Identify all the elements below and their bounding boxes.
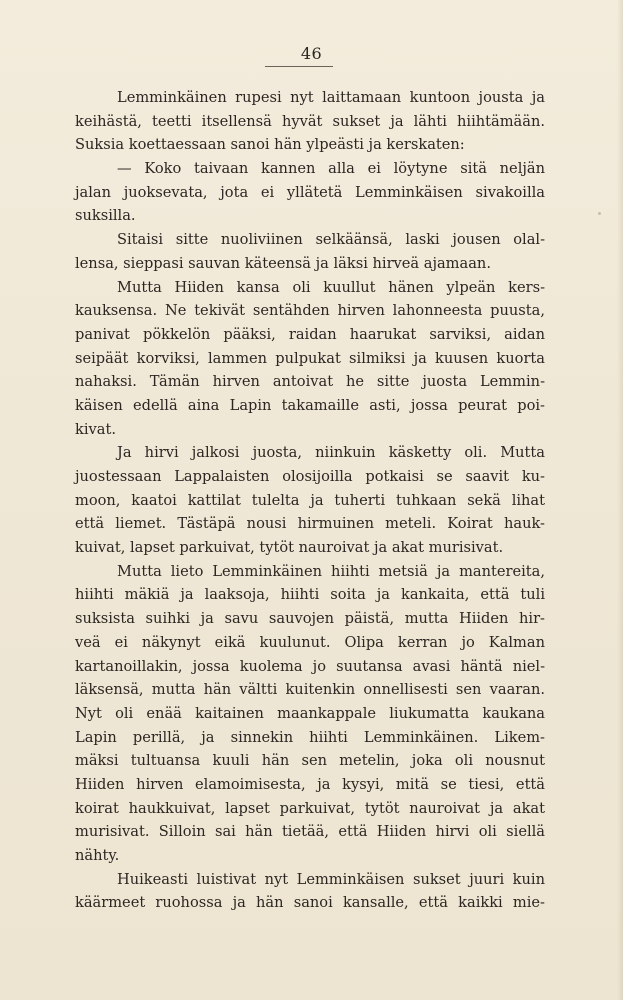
page-number-rule — [265, 66, 333, 67]
text-line: keihästä, teetti itsellensä hyvät sukset ja lähti hiihtämään. — [75, 112, 545, 130]
body-text — [75, 86, 545, 915]
paper-speck — [598, 212, 601, 215]
text-line: kartanoillakin, jossa kuolema jo suutansa avasi häntä niel- — [75, 657, 545, 675]
text-line: Nyt oli enää kaitainen maankappale liukumatta kaukana — [75, 704, 545, 722]
text-line: kuivat, lapset parkuivat, tytöt nauroivat ja akat murisivat. — [75, 539, 504, 557]
text-line: Hiiden hirven elamoimisesta, ja kysyi, mitä se tiesi, että — [75, 775, 545, 793]
text-line: suksista suihki ja savu sauvojen päistä, mutta Hiiden hir- — [75, 610, 545, 628]
text-line: suksilla. — [75, 207, 136, 225]
text-line: Ja hirvi jalkosi juosta, niinkuin käsketty oli. Mutta — [117, 444, 545, 462]
text-line: murisivat. Silloin sai hän tietää, että Hiiden hirvi oli siellä — [75, 823, 545, 841]
text-line: Mutta lieto Lemminkäinen hiihti metsiä ja mantereita, — [117, 562, 545, 580]
text-line: panivat pökkelön pääksi, raidan haarukat sarviksi, aidan — [75, 325, 545, 343]
text-line: juostessaan Lappalaisten olosijoilla potkaisi se saavit ku- — [75, 468, 545, 485]
text-line: lensa, sieppasi sauvan käteensä ja läksi hirveä ajamaan. — [75, 254, 491, 272]
text-line: nähty. — [75, 847, 120, 864]
text-line: veä ei näkynyt eikä kuulunut. Olipa kerran jo Kalman — [75, 633, 545, 651]
text-line: — Koko taivaan kannen alla ei löytyne sitä neljän — [117, 160, 545, 178]
text-line: Huikeasti luistivat nyt Lemminkäisen sukset juuri kuin — [117, 870, 545, 888]
text-line: Suksia koettaessaan sanoi hän ylpeästi ja kerskaten: — [75, 136, 465, 154]
text-line: kauksensa. Ne tekivät sentähden hirven lahonneesta puusta, — [75, 302, 545, 320]
page-number: 46 — [300, 44, 323, 63]
text-line: Lapin perillä, ja sinnekin hiihti Lemminkäinen. Likem- — [75, 728, 545, 746]
text-line: että liemet. Tästäpä nousi hirmuinen meteli. Koirat hauk- — [75, 515, 545, 533]
text-line: nahaksi. Tämän hirven antoivat he sitte juosta Lemmin- — [75, 373, 545, 391]
text-line: läksensä, mutta hän vältti kuitenkin onnellisesti sen vaaran. — [75, 681, 545, 699]
text-line: Sitaisi sitte nuoliviinen selkäänsä, laski jousen olal- — [117, 231, 545, 249]
text-line: moon, kaatoi kattilat tulelta ja tuherti tuhkaan sekä lihat — [75, 491, 545, 509]
text-line: käisen edellä aina Lapin takamaille asti, jossa peurat poi- — [75, 396, 545, 414]
text-line: koirat haukkuivat, lapset parkuivat, tytöt nauroivat ja akat — [75, 799, 545, 817]
text-line: Lemminkäinen rupesi nyt laittamaan kuntoon jousta ja — [117, 89, 545, 106]
text-line: kivat. — [75, 420, 116, 438]
text-line: mäksi tultuansa kuuli hän sen metelin, joka oli nousnut — [75, 752, 545, 770]
text-line: jalan juoksevata, jota ei yllätetä Lemminkäisen sivakoilla — [75, 183, 545, 201]
page-edge-shadow — [617, 0, 623, 1000]
text-line: Mutta Hiiden kansa oli kuullut hänen ylpeän kers- — [117, 278, 545, 296]
text-line: käärmeet ruohossa ja hän sanoi kansalle, että kaikki mie- — [75, 894, 545, 912]
text-line: seipäät korviksi, lammen pulpukat silmiksi ja kuusen kuorta — [75, 349, 545, 367]
text-line: hiihti mäkiä ja laaksoja, hiihti soita ja kankaita, että tuli — [75, 586, 545, 604]
